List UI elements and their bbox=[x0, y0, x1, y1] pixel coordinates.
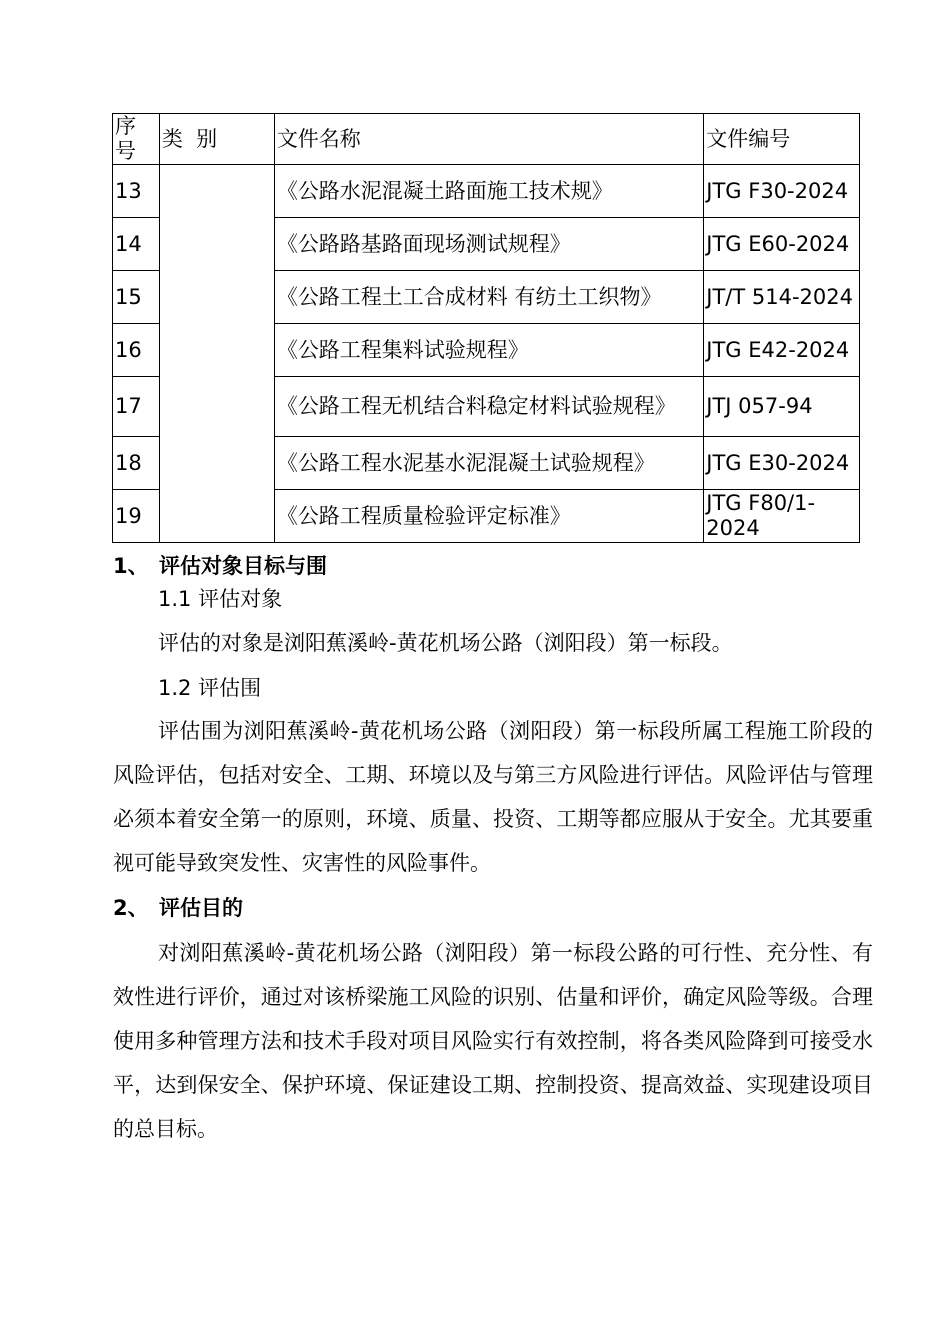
row-num: 16 bbox=[113, 324, 160, 377]
category-cell bbox=[159, 165, 274, 543]
table-row bbox=[113, 165, 860, 218]
section-1-heading bbox=[113, 551, 327, 581]
standards-table bbox=[112, 113, 860, 543]
subsection-1-1-paragraph: 评估的对象是浏阳蕉溪岭-黄花机场公路（浏阳段）第一标段。 bbox=[158, 631, 733, 655]
header-category: 类 别 bbox=[159, 114, 274, 165]
row-code: JTG E30-2024 bbox=[704, 437, 860, 490]
subsection-1-1-heading: 1.1 评估对象 bbox=[158, 587, 283, 611]
row-num: 19 bbox=[113, 490, 160, 543]
row-name: 《公路工程质量检验评定标准》 bbox=[274, 490, 703, 543]
row-code: JTG F80/1-2024 bbox=[704, 490, 860, 543]
row-name: 《公路工程集料试验规程》 bbox=[274, 324, 703, 377]
row-name: 《公路工程水泥基水泥混凝土试验规程》 bbox=[274, 437, 703, 490]
row-code: JTG E60-2024 bbox=[704, 218, 860, 271]
row-num: 17 bbox=[113, 377, 160, 437]
section-1-number: 1、 bbox=[113, 554, 149, 578]
row-code: JTG E42-2024 bbox=[704, 324, 860, 377]
row-num: 18 bbox=[113, 437, 160, 490]
header-num: 序号 bbox=[113, 114, 160, 165]
subsection-1-2-heading: 1.2 评估围 bbox=[158, 676, 262, 700]
row-num: 14 bbox=[113, 218, 160, 271]
header-name: 文件名称 bbox=[274, 114, 703, 165]
header-code: 文件编号 bbox=[704, 114, 860, 165]
section-2-heading bbox=[113, 893, 243, 923]
section-1-title: 评估对象目标与围 bbox=[159, 554, 327, 578]
section-2-title: 评估目的 bbox=[159, 896, 243, 920]
row-name: 《公路水泥混凝土路面施工技术规》 bbox=[274, 165, 703, 218]
row-num: 15 bbox=[113, 271, 160, 324]
row-name: 《公路工程土工合成材料 有纺土工织物》 bbox=[274, 271, 703, 324]
section-2-paragraph: 对浏阳蕉溪岭-黄花机场公路（浏阳段）第一标段公路的可行性、充分性、有效性进行评价，通过对该桥梁施工风险的识别、估量和评价，确定风险等级。合理使用多种管理方法和技术手段对项目风险实行有效控制，将各类风险降到可接受水平，达到保安全、保护环境、保证建设工期、控制投资、提高效益、实现建设项目的总目标。 bbox=[113, 941, 873, 1141]
row-num: 13 bbox=[113, 165, 160, 218]
table-header-row bbox=[113, 114, 860, 165]
row-name: 《公路路基路面现场测试规程》 bbox=[274, 218, 703, 271]
subsection-1-2-paragraph: 评估围为浏阳蕉溪岭-黄花机场公路（浏阳段）第一标段所属工程施工阶段的风险评估，包括对安全、工期、环境以及与第三方风险进行评估。风险评估与管理必须本着安全第一的原则，环境、质量、投资、工期等都应服从于安全。尤其要重视可能导致突发性、灾害性的风险事件。 bbox=[113, 719, 873, 875]
row-code: JT/T 514-2024 bbox=[704, 271, 860, 324]
row-name: 《公路工程无机结合料稳定材料试验规程》 bbox=[274, 377, 703, 437]
row-code: JTG F30-2024 bbox=[704, 165, 860, 218]
row-code: JTJ 057-94 bbox=[704, 377, 860, 437]
section-2-number: 2、 bbox=[113, 896, 149, 920]
